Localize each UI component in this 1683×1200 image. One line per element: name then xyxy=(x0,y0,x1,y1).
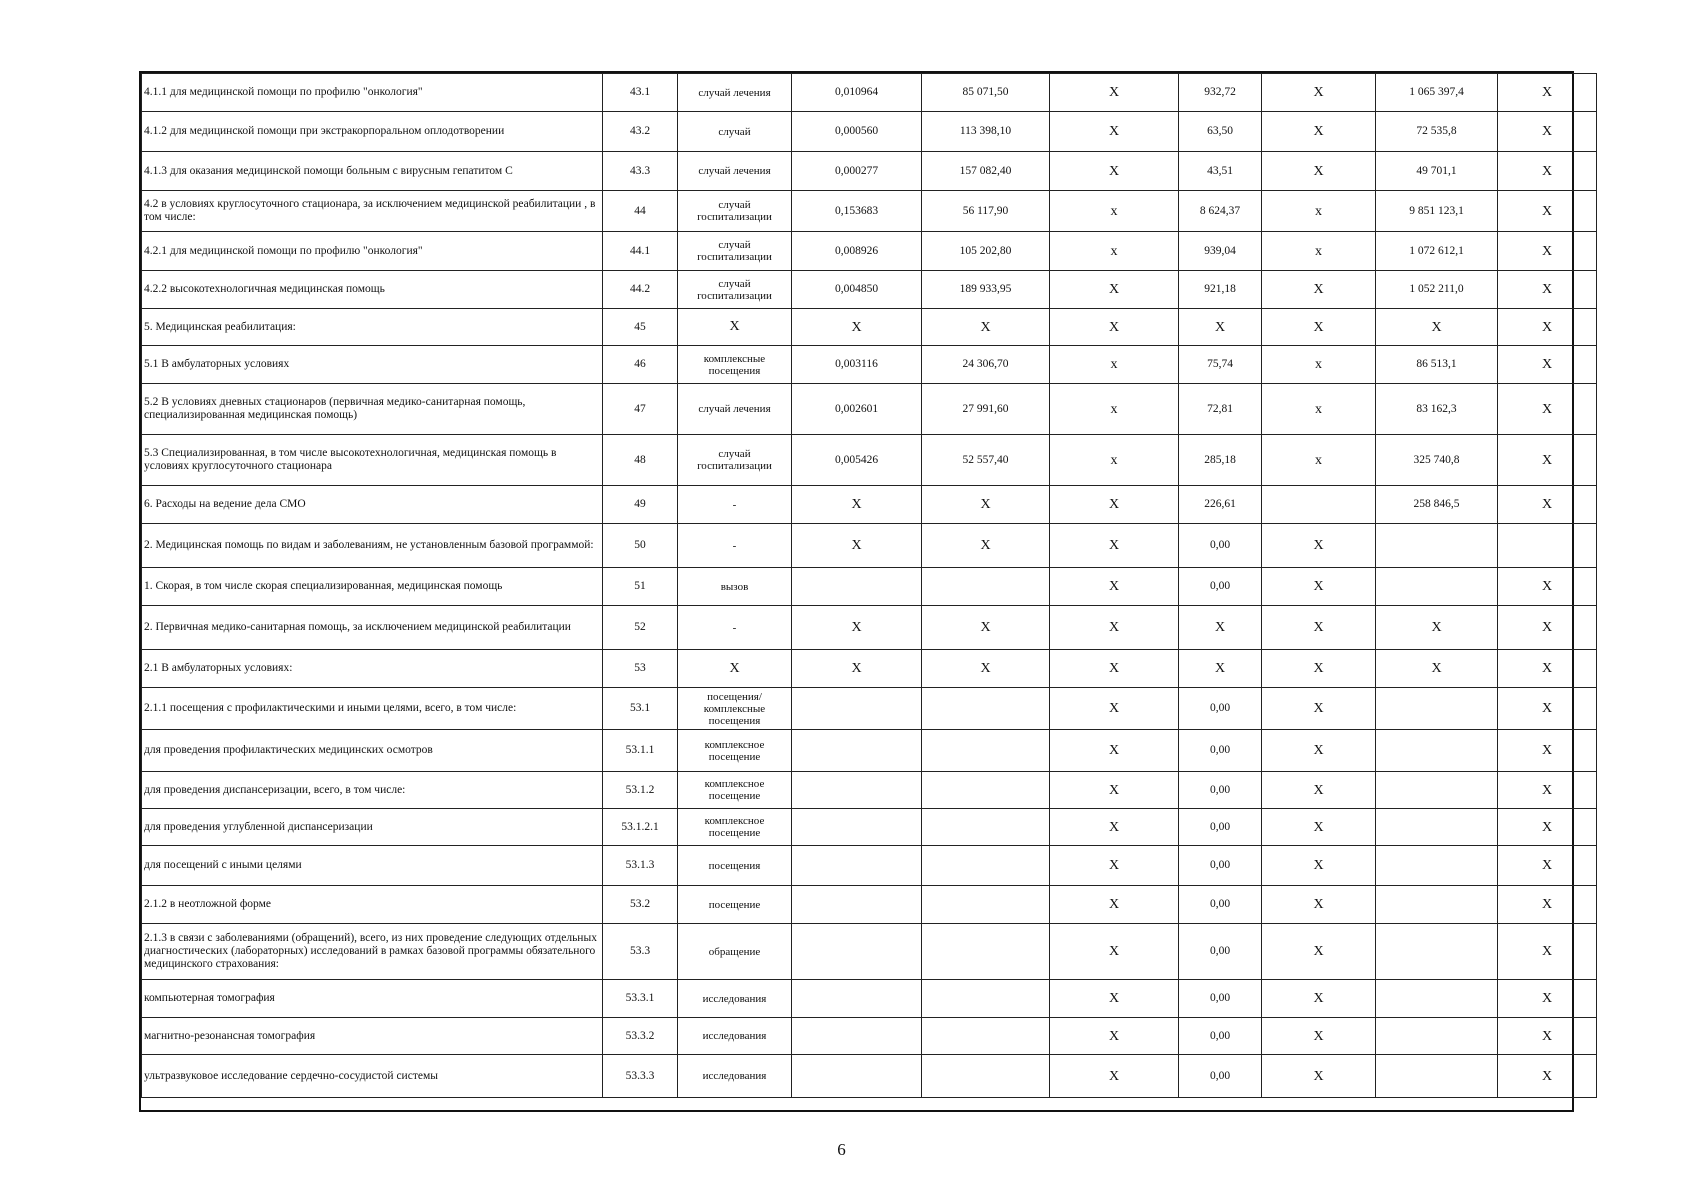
table-cell: X xyxy=(1050,650,1179,688)
row-code: 53.1.3 xyxy=(603,846,678,886)
table-cell: X xyxy=(1050,309,1179,346)
table-cell: X xyxy=(1179,606,1262,650)
row-code: 53.2 xyxy=(603,886,678,924)
table-cell: X xyxy=(792,309,922,346)
table-cell: X xyxy=(1050,730,1179,772)
table-cell: x xyxy=(1050,346,1179,384)
table-cell: X xyxy=(1262,980,1376,1018)
row-code: 46 xyxy=(603,346,678,384)
table-cell: X xyxy=(792,606,922,650)
row-unit: исследования xyxy=(678,1055,792,1098)
table-cell: 0,00 xyxy=(1179,924,1262,980)
table-cell: 157 082,40 xyxy=(922,152,1050,191)
table-cell: X xyxy=(1262,1055,1376,1098)
table-cell: 85 071,50 xyxy=(922,74,1050,112)
table-cell: X xyxy=(1262,809,1376,846)
table-cell: 939,04 xyxy=(1179,232,1262,271)
row-label: ультразвуковое исследование сердечно-сосудистой системы xyxy=(142,1055,603,1098)
table-cell: X xyxy=(1262,568,1376,606)
row-unit: комплексные посещения xyxy=(678,346,792,384)
table-cell xyxy=(922,688,1050,730)
table-cell: X xyxy=(1376,650,1498,688)
row-unit: комплексное посещение xyxy=(678,772,792,809)
table-cell: X xyxy=(1050,486,1179,524)
table-cell: x xyxy=(1050,232,1179,271)
table-cell: 113 398,10 xyxy=(922,112,1050,152)
table-cell: X xyxy=(922,486,1050,524)
table-cell xyxy=(922,1018,1050,1055)
table-cell xyxy=(1376,980,1498,1018)
table-cell: X xyxy=(1262,772,1376,809)
table-row xyxy=(142,384,1597,435)
row-unit: случай лечения xyxy=(678,384,792,435)
row-code: 44.1 xyxy=(603,232,678,271)
table-cell: 9 851 123,1 xyxy=(1376,191,1498,232)
table-cell xyxy=(792,688,922,730)
table-cell: X xyxy=(1050,772,1179,809)
table-cell: 75,74 xyxy=(1179,346,1262,384)
table-cell: 8 624,37 xyxy=(1179,191,1262,232)
table-cell xyxy=(792,809,922,846)
table-row xyxy=(142,772,1597,809)
table-cell: x xyxy=(1050,191,1179,232)
row-label: 5.1 В амбулаторных условиях xyxy=(142,346,603,384)
table-cell: x xyxy=(1262,346,1376,384)
row-code: 48 xyxy=(603,435,678,486)
row-unit: обращение xyxy=(678,924,792,980)
table-row xyxy=(142,688,1597,730)
table-cell: 56 117,90 xyxy=(922,191,1050,232)
table-cell: 0,010964 xyxy=(792,74,922,112)
table-cell: X xyxy=(1050,1018,1179,1055)
table-cell xyxy=(1376,688,1498,730)
table-cell: X xyxy=(1262,846,1376,886)
table-cell: X xyxy=(1498,271,1597,309)
row-unit: исследования xyxy=(678,980,792,1018)
row-code: 53.1.1 xyxy=(603,730,678,772)
row-label: 1. Скорая, в том числе скорая специализированная, медицинская помощь xyxy=(142,568,603,606)
table-cell: X xyxy=(1050,568,1179,606)
table-cell: X xyxy=(1179,650,1262,688)
row-label: 2.1.2 в неотложной форме xyxy=(142,886,603,924)
row-label: для проведения профилактических медицинских осмотров xyxy=(142,730,603,772)
row-code: 53 xyxy=(603,650,678,688)
table-cell: X xyxy=(1050,688,1179,730)
table-cell xyxy=(922,980,1050,1018)
row-code: 50 xyxy=(603,524,678,568)
table-cell: X xyxy=(792,524,922,568)
row-code: 53.3.2 xyxy=(603,1018,678,1055)
table-cell: X xyxy=(1498,112,1597,152)
table-cell: 86 513,1 xyxy=(1376,346,1498,384)
table-row xyxy=(142,435,1597,486)
table-cell: X xyxy=(1498,650,1597,688)
table-cell: X xyxy=(1262,309,1376,346)
table-cell xyxy=(1376,846,1498,886)
table-cell: 24 306,70 xyxy=(922,346,1050,384)
row-code: 43.1 xyxy=(603,74,678,112)
row-unit: случай лечения xyxy=(678,74,792,112)
table-cell xyxy=(792,1018,922,1055)
row-code: 52 xyxy=(603,606,678,650)
table-row xyxy=(142,486,1597,524)
table-row xyxy=(142,650,1597,688)
row-code: 43.2 xyxy=(603,112,678,152)
row-code: 53.1 xyxy=(603,688,678,730)
table-cell: 285,18 xyxy=(1179,435,1262,486)
table-cell: X xyxy=(1050,846,1179,886)
table-cell: X xyxy=(1262,152,1376,191)
table-cell: 105 202,80 xyxy=(922,232,1050,271)
table-cell: X xyxy=(1262,688,1376,730)
table-cell xyxy=(792,846,922,886)
row-unit: комплексное посещение xyxy=(678,809,792,846)
table-cell xyxy=(792,924,922,980)
table-cell: X xyxy=(1050,980,1179,1018)
table-cell: X xyxy=(922,524,1050,568)
table-cell: X xyxy=(922,309,1050,346)
row-label: 4.2.2 высокотехнологичная медицинская помощь xyxy=(142,271,603,309)
row-code: 53.3.1 xyxy=(603,980,678,1018)
row-unit: - xyxy=(678,606,792,650)
row-label: 5.2 В условиях дневных стационаров (первичная медико-санитарная помощь, специализированная медицинская помощь) xyxy=(142,384,603,435)
table-row xyxy=(142,524,1597,568)
table-cell: 932,72 xyxy=(1179,74,1262,112)
row-unit: исследования xyxy=(678,1018,792,1055)
table-cell: 1 072 612,1 xyxy=(1376,232,1498,271)
row-label: 6. Расходы на ведение дела СМО xyxy=(142,486,603,524)
table-cell: 0,00 xyxy=(1179,980,1262,1018)
table-row xyxy=(142,1055,1597,1098)
table-cell: 226,61 xyxy=(1179,486,1262,524)
table-row xyxy=(142,232,1597,271)
row-code: 53.1.2 xyxy=(603,772,678,809)
table-cell xyxy=(792,1055,922,1098)
table-cell xyxy=(792,886,922,924)
page-number: 6 xyxy=(837,1140,846,1159)
row-unit: случай госпитализации xyxy=(678,271,792,309)
row-unit: посещение xyxy=(678,886,792,924)
table-cell: 1 065 397,4 xyxy=(1376,74,1498,112)
table-cell: X xyxy=(1050,74,1179,112)
row-unit: - xyxy=(678,486,792,524)
row-label: 5.3 Специализированная, в том числе высокотехнологичная, медицинская помощь в условиях круглосуточного стационара xyxy=(142,435,603,486)
table-cell: X xyxy=(1498,809,1597,846)
table-cell xyxy=(922,809,1050,846)
table-cell: x xyxy=(1262,435,1376,486)
table-cell: X xyxy=(1498,384,1597,435)
table-cell: 0,153683 xyxy=(792,191,922,232)
table-row xyxy=(142,846,1597,886)
table-cell: X xyxy=(922,606,1050,650)
row-label: компьютерная томография xyxy=(142,980,603,1018)
table-cell: 325 740,8 xyxy=(1376,435,1498,486)
table-row xyxy=(142,191,1597,232)
row-unit: случай госпитализации xyxy=(678,435,792,486)
table-row xyxy=(142,606,1597,650)
table-cell xyxy=(922,924,1050,980)
table-cell: X xyxy=(1262,606,1376,650)
row-unit: случай лечения xyxy=(678,152,792,191)
table-cell: 27 991,60 xyxy=(922,384,1050,435)
table-cell: X xyxy=(1262,112,1376,152)
table-cell: X xyxy=(1498,152,1597,191)
table-cell: X xyxy=(1179,309,1262,346)
table-row xyxy=(142,346,1597,384)
table-cell: X xyxy=(1498,232,1597,271)
table-cell: X xyxy=(1498,309,1597,346)
table-cell xyxy=(1376,524,1498,568)
table-cell: X xyxy=(1498,886,1597,924)
table-cell: X xyxy=(1050,924,1179,980)
row-code: 44 xyxy=(603,191,678,232)
table-cell: x xyxy=(1050,384,1179,435)
row-code: 43.3 xyxy=(603,152,678,191)
table-cell: 0,00 xyxy=(1179,846,1262,886)
table-cell: 63,50 xyxy=(1179,112,1262,152)
row-label: магнитно-резонансная томография xyxy=(142,1018,603,1055)
row-label: для проведения диспансеризации, всего, в том числе: xyxy=(142,772,603,809)
table-cell xyxy=(1376,924,1498,980)
table-cell: 921,18 xyxy=(1179,271,1262,309)
table-cell: 0,00 xyxy=(1179,1018,1262,1055)
table-cell: X xyxy=(1262,271,1376,309)
table-cell: X xyxy=(1050,112,1179,152)
table-cell: 0,00 xyxy=(1179,772,1262,809)
row-label: 4.1.2 для медицинской помощи при экстракорпоральном оплодотворении xyxy=(142,112,603,152)
table-row xyxy=(142,809,1597,846)
table-cell: X xyxy=(1050,271,1179,309)
table-cell: 189 933,95 xyxy=(922,271,1050,309)
table-cell: X xyxy=(1262,730,1376,772)
row-code: 44.2 xyxy=(603,271,678,309)
row-label: 4.1.1 для медицинской помощи по профилю "онкология" xyxy=(142,74,603,112)
table-cell: X xyxy=(1498,772,1597,809)
table-cell xyxy=(1376,772,1498,809)
table-cell: X xyxy=(1498,846,1597,886)
table-cell: 0,000560 xyxy=(792,112,922,152)
row-label: 4.2.1 для медицинской помощи по профилю "онкология" xyxy=(142,232,603,271)
table-cell: X xyxy=(1498,980,1597,1018)
table-cell xyxy=(1376,730,1498,772)
row-code: 53.3.3 xyxy=(603,1055,678,1098)
row-unit: посещения xyxy=(678,846,792,886)
row-label: 2. Первичная медико-санитарная помощь, за исключением медицинской реабилитации xyxy=(142,606,603,650)
table-cell: x xyxy=(1050,435,1179,486)
table-cell xyxy=(1376,809,1498,846)
table-cell: X xyxy=(1498,688,1597,730)
table-cell: X xyxy=(1050,524,1179,568)
table-row xyxy=(142,152,1597,191)
table-cell: 0,002601 xyxy=(792,384,922,435)
table-cell: x xyxy=(1262,191,1376,232)
row-label: 4.1.3 для оказания медицинской помощи больным с вирусным гепатитом С xyxy=(142,152,603,191)
data-table xyxy=(141,73,1597,1098)
table-cell xyxy=(922,1055,1050,1098)
table-cell: 49 701,1 xyxy=(1376,152,1498,191)
table-cell: 0,000277 xyxy=(792,152,922,191)
table-cell xyxy=(1262,486,1376,524)
table-row xyxy=(142,886,1597,924)
table-cell: 0,008926 xyxy=(792,232,922,271)
table-cell: X xyxy=(1498,486,1597,524)
table-cell: X xyxy=(1376,606,1498,650)
row-unit: X xyxy=(678,309,792,346)
table-row xyxy=(142,730,1597,772)
table-row xyxy=(142,112,1597,152)
table-cell: 0,00 xyxy=(1179,568,1262,606)
table-cell xyxy=(792,980,922,1018)
table-cell: X xyxy=(1262,74,1376,112)
table-cell: X xyxy=(1498,730,1597,772)
table-cell: 0,00 xyxy=(1179,809,1262,846)
table-cell: X xyxy=(792,486,922,524)
table-cell: 0,00 xyxy=(1179,1055,1262,1098)
row-unit: вызов xyxy=(678,568,792,606)
table-cell: X xyxy=(1262,924,1376,980)
table-row xyxy=(142,980,1597,1018)
table-cell xyxy=(792,772,922,809)
table-row xyxy=(142,74,1597,112)
table-cell: X xyxy=(1376,309,1498,346)
table-cell: 52 557,40 xyxy=(922,435,1050,486)
table-cell: X xyxy=(1050,886,1179,924)
table-cell: X xyxy=(1050,809,1179,846)
table-cell: 0,003116 xyxy=(792,346,922,384)
table-cell: 0,00 xyxy=(1179,730,1262,772)
row-unit: X xyxy=(678,650,792,688)
table-cell: 43,51 xyxy=(1179,152,1262,191)
row-unit: случай госпитализации xyxy=(678,191,792,232)
row-label: 2.1.1 посещения с профилактическими и иными целями, всего, в том числе: xyxy=(142,688,603,730)
table-cell: X xyxy=(1498,74,1597,112)
row-code: 53.3 xyxy=(603,924,678,980)
row-label: 5. Медицинская реабилитация: xyxy=(142,309,603,346)
table-cell: 0,00 xyxy=(1179,886,1262,924)
row-unit: посещения/комплексные посещения xyxy=(678,688,792,730)
table-cell: 72,81 xyxy=(1179,384,1262,435)
table-cell: X xyxy=(922,650,1050,688)
table-cell: X xyxy=(1050,606,1179,650)
table-cell xyxy=(1376,1018,1498,1055)
table-cell: X xyxy=(1498,568,1597,606)
table-cell: X xyxy=(1498,346,1597,384)
table-cell: x xyxy=(1262,232,1376,271)
table-cell: X xyxy=(1262,886,1376,924)
table-row xyxy=(142,309,1597,346)
table-cell: X xyxy=(1498,606,1597,650)
table-row xyxy=(142,1018,1597,1055)
table-cell: 0,004850 xyxy=(792,271,922,309)
table-cell xyxy=(1376,1055,1498,1098)
table-cell: 83 162,3 xyxy=(1376,384,1498,435)
row-code: 45 xyxy=(603,309,678,346)
table-cell: X xyxy=(1498,191,1597,232)
table-cell: 258 846,5 xyxy=(1376,486,1498,524)
row-code: 49 xyxy=(603,486,678,524)
row-unit: комплексное посещение xyxy=(678,730,792,772)
table-cell xyxy=(1376,886,1498,924)
table-cell: X xyxy=(1050,1055,1179,1098)
row-label: для посещений с иными целями xyxy=(142,846,603,886)
row-label: для проведения углубленной диспансеризации xyxy=(142,809,603,846)
table-row xyxy=(142,568,1597,606)
row-label: 4.2 в условиях круглосуточного стационара, за исключением медицинской реабилитации , в том числе: xyxy=(142,191,603,232)
table-row xyxy=(142,271,1597,309)
row-label: 2. Медицинская помощь по видам и заболеваниям, не установленным базовой программой: xyxy=(142,524,603,568)
table-cell xyxy=(922,730,1050,772)
table-cell: X xyxy=(1050,152,1179,191)
table-cell xyxy=(1498,524,1597,568)
table-cell xyxy=(922,886,1050,924)
table-cell xyxy=(922,568,1050,606)
row-label: 2.1.3 в связи с заболеваниями (обращений), всего, из них проведение следующих отдельных диагностических (лабораторных) исследований в рамках базовой программы обязательного медицинского страхования: xyxy=(142,924,603,980)
table-cell: X xyxy=(1262,650,1376,688)
table-cell: X xyxy=(1498,1055,1597,1098)
table-cell xyxy=(922,772,1050,809)
table-cell: 0,00 xyxy=(1179,524,1262,568)
table-row xyxy=(142,924,1597,980)
table-cell: 0,005426 xyxy=(792,435,922,486)
table-cell: X xyxy=(1498,924,1597,980)
row-label: 2.1 В амбулаторных условиях: xyxy=(142,650,603,688)
table-cell: 1 052 211,0 xyxy=(1376,271,1498,309)
row-unit: случай xyxy=(678,112,792,152)
table-cell xyxy=(792,568,922,606)
table-cell xyxy=(792,730,922,772)
row-code: 47 xyxy=(603,384,678,435)
row-code: 51 xyxy=(603,568,678,606)
row-unit: случай госпитализации xyxy=(678,232,792,271)
table-cell: 0,00 xyxy=(1179,688,1262,730)
row-code: 53.1.2.1 xyxy=(603,809,678,846)
table-cell: X xyxy=(1262,524,1376,568)
table-cell: 72 535,8 xyxy=(1376,112,1498,152)
table-cell: X xyxy=(1498,1018,1597,1055)
table-cell xyxy=(922,846,1050,886)
table-cell: x xyxy=(1262,384,1376,435)
table-cell: X xyxy=(1498,435,1597,486)
table-cell: X xyxy=(792,650,922,688)
table-cell: X xyxy=(1262,1018,1376,1055)
row-unit: - xyxy=(678,524,792,568)
table-cell xyxy=(1376,568,1498,606)
